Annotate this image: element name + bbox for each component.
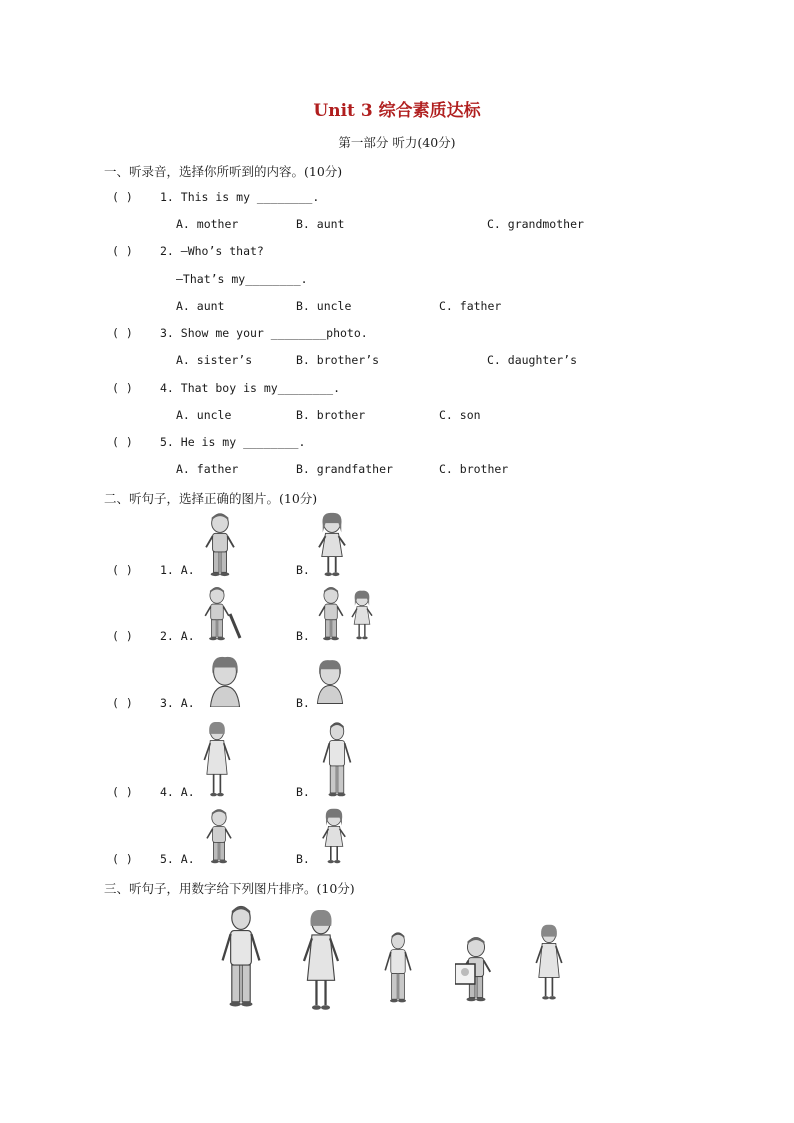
part-one-heading: 第一部分 听力(40分) [338,135,456,150]
small-boy-picture[interactable] [203,808,235,864]
question-number: 3. A. [160,696,195,710]
question-number: 2. A. [160,629,195,643]
option-b-label: B. [296,563,310,577]
option-a: A. sister’s [176,353,253,367]
answer-blank[interactable]: ( ) [112,852,133,866]
option-c: C. brother [439,462,509,476]
option-b-label: B. [296,629,310,643]
answer-blank[interactable]: ( ) [112,629,133,643]
question-stem: 2. —Who’s that? [160,244,264,258]
question-stem: 1. This is my ________. [160,190,320,204]
grandmother-picture[interactable] [298,910,344,1012]
option-c: C. daughter’s [487,353,578,367]
girl-picture[interactable] [312,512,352,577]
small-girl-picture[interactable] [318,808,350,864]
option-c: C. father [439,299,502,313]
question-stem: 4. That boy is my________. [160,381,341,395]
answer-blank[interactable]: ( ) [112,435,133,449]
section-two-heading: 二、听句子，选择正确的图片。(10分) [104,491,318,506]
grandfather-picture[interactable] [218,902,264,1012]
child-with-photo-picture[interactable] [455,930,497,1010]
answer-blank[interactable]: ( ) [112,563,133,577]
mother-picture[interactable] [532,915,566,1011]
question-stem: 5. He is my ________. [160,435,306,449]
question-stem-reply: —That’s my________. [176,272,308,286]
answer-blank[interactable]: ( ) [112,381,133,395]
tall-man-picture[interactable] [318,722,356,798]
option-c: C. son [439,408,481,422]
boy-with-bag-picture[interactable] [200,586,244,641]
boy-and-girl-picture[interactable] [314,586,380,641]
option-a: A. mother [176,217,239,231]
question-stem: 3. Show me your ________photo. [160,326,368,340]
question-number: 1. A. [160,563,195,577]
option-b-label: B. [296,696,310,710]
woman-bust-picture[interactable] [204,655,246,707]
boy-picture[interactable] [200,512,240,577]
page-title: Unit 3 综合素质达标 [313,101,481,121]
option-b: B. brother’s [296,353,380,367]
answer-blank[interactable]: ( ) [112,785,133,799]
tall-girl-picture[interactable] [200,722,234,798]
answer-blank[interactable]: ( ) [112,190,133,204]
option-b-label: B. [296,852,310,866]
answer-blank[interactable]: ( ) [112,326,133,340]
option-c: C. grandmother [487,217,584,231]
question-number: 4. A. [160,785,195,799]
option-b: B. grandfather [296,462,393,476]
question-number: 5. A. [160,852,195,866]
option-a: A. father [176,462,239,476]
option-b: B. uncle [296,299,352,313]
option-b: B. aunt [296,217,345,231]
option-b-label: B. [296,785,310,799]
option-a: A. uncle [176,408,232,422]
answer-blank[interactable]: ( ) [112,696,133,710]
option-a: A. aunt [176,299,225,313]
answer-blank[interactable]: ( ) [112,244,133,258]
section-one-heading: 一、听录音，选择你所听到的内容。(10分) [104,164,343,179]
father-picture[interactable] [382,925,414,1011]
section-three-heading: 三、听句子，用数字给下列图片排序。(10分) [104,881,355,896]
option-b: B. brother [296,408,366,422]
man-bust-picture[interactable] [312,655,348,707]
